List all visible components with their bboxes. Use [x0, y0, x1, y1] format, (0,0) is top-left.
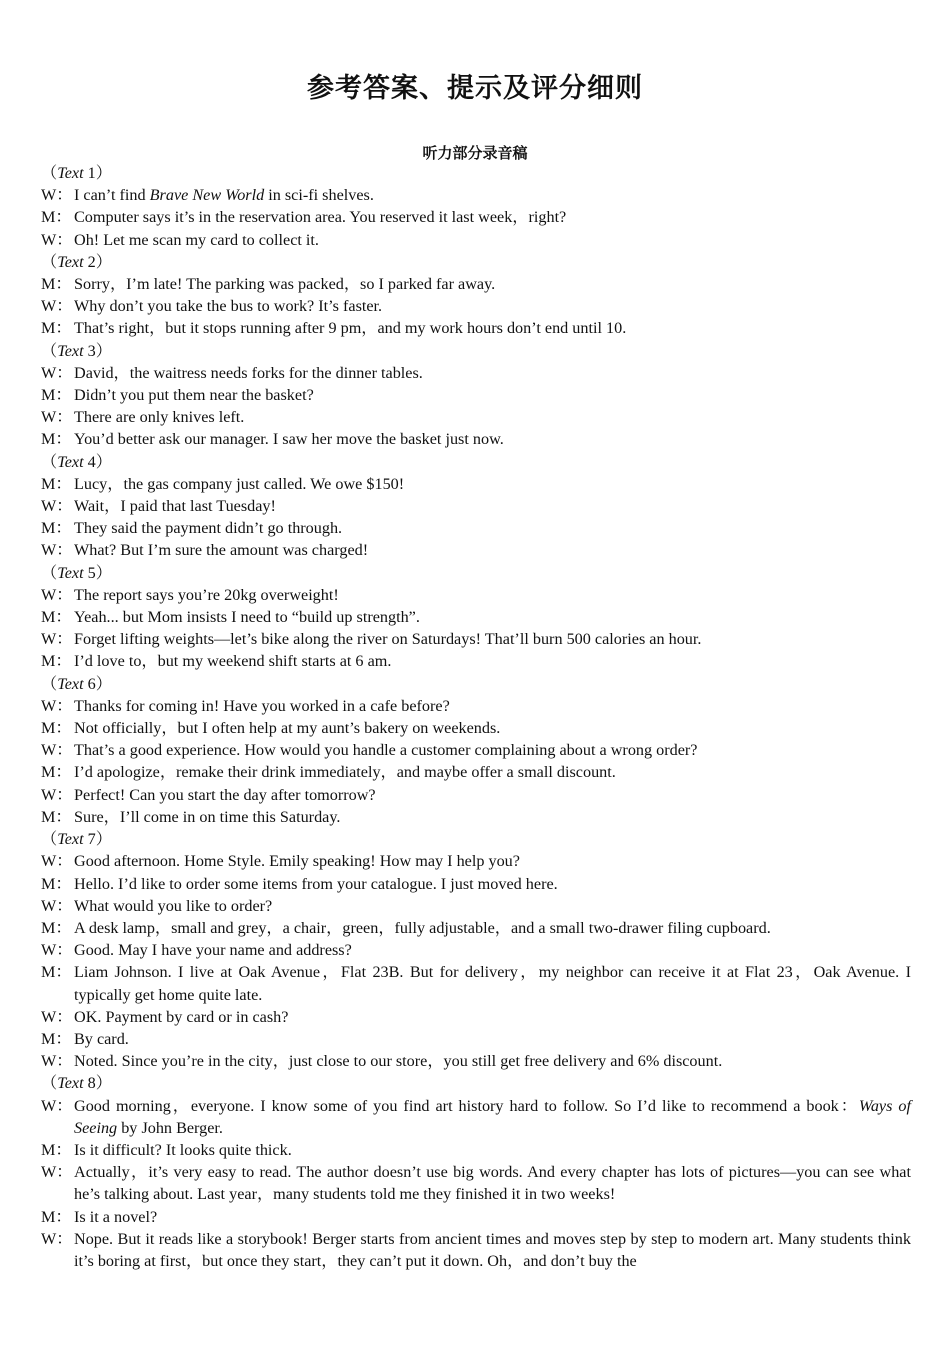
- dialogue-line: [41, 229, 911, 251]
- line-text: Didn’t you put them near the basket?: [74, 386, 314, 405]
- dialogue-line: [41, 273, 911, 295]
- line-text: The report says you’re 20kg overweight!: [74, 585, 339, 604]
- dialogue-line: [41, 184, 911, 206]
- book-title: Brave New World: [149, 186, 265, 205]
- line-text: Lucy，the gas company just called. We owe $150!: [74, 474, 405, 493]
- line-text: Is it a novel?: [74, 1207, 158, 1226]
- speaker-label: W：: [41, 186, 73, 205]
- line-text: by John Berger.: [117, 1118, 223, 1137]
- speaker-label: M：: [41, 519, 72, 538]
- speaker-label: W：: [41, 408, 73, 427]
- speaker-label: M：: [41, 386, 72, 405]
- text-number: 7: [87, 830, 96, 849]
- line-text: in sci-fi shelves.: [264, 186, 374, 205]
- dialogue-line: [41, 206, 911, 228]
- text-number: 2: [87, 252, 96, 271]
- line-text: Oh! Let me scan my card to collect it.: [74, 230, 319, 249]
- text-label: Text: [57, 252, 84, 271]
- dialogue-line: [41, 517, 911, 539]
- dialogue-line: [41, 362, 911, 384]
- speaker-label: M：: [41, 1140, 72, 1159]
- dialogue-line: [41, 850, 911, 872]
- speaker-label: M：: [41, 763, 72, 782]
- line-text: That’s a good experience. How would you handle a customer complaining about a wrong order?: [74, 741, 698, 760]
- text-label: Text: [57, 1074, 84, 1093]
- speaker-label: M：: [41, 874, 72, 893]
- dialogue-line: [41, 1228, 911, 1272]
- line-text: They said the payment didn’t go through.: [74, 519, 343, 538]
- speaker-label: M：: [41, 275, 72, 294]
- speaker-label: W：: [41, 630, 73, 649]
- text-label: Text: [57, 452, 84, 471]
- speaker-label: W：: [41, 785, 73, 804]
- dialogue-line: [41, 428, 911, 450]
- speaker-label: W：: [41, 896, 73, 915]
- dialogue-line: [41, 539, 911, 561]
- line-text: I’d apologize，remake their drink immediately，and maybe offer a small discount.: [74, 763, 616, 782]
- speaker-label: W：: [41, 363, 73, 382]
- line-text: Good afternoon. Home Style. Emily speaking! How may I help you?: [74, 852, 520, 871]
- speaker-label: W：: [41, 1163, 73, 1182]
- speaker-label: W：: [41, 1229, 73, 1248]
- line-text: I’d love to，but my weekend shift starts at 6 am.: [74, 652, 392, 671]
- text-heading: （Text 8）: [41, 1074, 112, 1093]
- book-title: Ways of Seeing: [74, 1096, 911, 1137]
- dialogue-line: [41, 739, 911, 761]
- line-text: Sorry，I’m late! The parking was packed，so I parked far away.: [74, 275, 496, 294]
- speaker-label: M：: [41, 1207, 72, 1226]
- line-text: Computer says it’s in the reservation area. You reserved it last week，right?: [74, 208, 567, 227]
- section-title: 听力部分录音稿: [422, 144, 528, 162]
- line-text: Wait，I paid that last Tuesday!: [74, 497, 276, 516]
- speaker-label: W：: [41, 297, 73, 316]
- dialogue-line: [41, 695, 911, 717]
- speaker-label: W：: [41, 1096, 73, 1115]
- line-text: A desk lamp，small and grey，a chair，green，fully adjustable，and a small two-drawer filing cupboard.: [74, 918, 771, 937]
- speaker-label: W：: [41, 696, 73, 715]
- line-text: David，the waitress needs forks for the dinner tables.: [74, 363, 423, 382]
- text-number: 1: [87, 164, 96, 182]
- speaker-label: W：: [41, 1052, 73, 1071]
- dialogue-line: [41, 1139, 911, 1161]
- dialogue-line: [41, 295, 911, 317]
- line-text: Good morning，everyone. I know some of you find art history hard to follow. So I’d like to recommend a book：: [74, 1096, 859, 1115]
- speaker-label: M：: [41, 319, 72, 338]
- line-text: Yeah... but Mom insists I need to “build up strength”.: [74, 608, 420, 627]
- dialogue-line: [41, 761, 911, 783]
- line-text: Sure，I’ll come in on time this Saturday.: [74, 807, 341, 826]
- line-text: Perfect! Can you start the day after tomorrow?: [74, 785, 376, 804]
- text-label: Text: [57, 164, 84, 182]
- speaker-label: W：: [41, 541, 73, 560]
- page-title: 参考答案、提示及评分细则: [307, 73, 643, 104]
- line-text: You’d better ask our manager. I saw her move the basket just now.: [74, 430, 504, 449]
- dialogue-line: [41, 650, 911, 672]
- line-text: Not officially，but I often help at my aunt’s bakery on weekends.: [74, 719, 501, 738]
- line-text: Forget lifting weights—let’s bike along the river on Saturdays! That’ll burn 500 calories an hour.: [74, 630, 702, 649]
- speaker-label: M：: [41, 608, 72, 627]
- dialogue-line: [41, 495, 911, 517]
- dialogue-line: [41, 1006, 911, 1028]
- dialogue-line: [41, 717, 911, 739]
- speaker-label: W：: [41, 230, 73, 249]
- line-text: What would you like to order?: [74, 896, 273, 915]
- text-heading: （Text 4）: [41, 452, 112, 471]
- dialogue-line: [41, 317, 911, 339]
- line-text: Good. May I have your name and address?: [74, 941, 352, 960]
- text-heading: （Text 5）: [41, 563, 112, 582]
- dialogue-line: [41, 784, 911, 806]
- line-text: Actually，it’s very easy to read. The author doesn’t use big words. And every chapter has lots of pictures—you can see what he’s talking about. Last year，many students told me they finished it in two weeks!: [74, 1163, 911, 1204]
- speaker-label: M：: [41, 652, 72, 671]
- speaker-label: M：: [41, 807, 72, 826]
- dialogue-line: [41, 961, 911, 1005]
- line-text: That’s right，but it stops running after 9 pm，and my work hours don’t end until 10.: [74, 319, 627, 338]
- dialogue-line: [41, 1095, 911, 1139]
- speaker-label: W：: [41, 1007, 73, 1026]
- line-text: Hello. I’d like to order some items from your catalogue. I just moved here.: [74, 874, 558, 893]
- line-text: By card.: [74, 1029, 129, 1048]
- dialogue-line: [41, 1206, 911, 1228]
- speaker-label: M：: [41, 963, 72, 982]
- line-text: Why don’t you take the bus to work? It’s faster.: [74, 297, 383, 316]
- text-heading: （Text 3）: [41, 341, 112, 360]
- dialogue-line: [41, 384, 911, 406]
- line-text: Nope. But it reads like a storybook! Berger starts from ancient times and moves step by step to modern art. Many students think it’s boring at first，but once they start，they can’t put it down. Oh，and don’t buy the: [74, 1229, 911, 1270]
- line-text: Thanks for coming in! Have you worked in a cafe before?: [74, 696, 450, 715]
- speaker-label: M：: [41, 208, 72, 227]
- dialogue-line: [41, 873, 911, 895]
- dialogue-line: [41, 1028, 911, 1050]
- text-number: 4: [87, 452, 96, 471]
- line-text: There are only knives left.: [74, 408, 245, 427]
- dialogue-line: [41, 806, 911, 828]
- text-label: Text: [57, 341, 84, 360]
- line-text: Liam Johnson. I live at Oak Avenue，Flat 23B. But for delivery，my neighbor can receive it at Flat 23，Oak Avenue. I typically get home quite late.: [74, 963, 911, 1004]
- speaker-label: M：: [41, 719, 72, 738]
- speaker-label: M：: [41, 918, 72, 937]
- line-text: OK. Payment by card or in cash?: [74, 1007, 289, 1026]
- dialogue-line: [41, 606, 911, 628]
- dialogue-line: [41, 406, 911, 428]
- text-label: Text: [57, 563, 84, 582]
- line-text: I can’t find: [74, 186, 150, 205]
- dialogue-line: [41, 584, 911, 606]
- text-heading: （Text 1）: [41, 164, 112, 182]
- text-number: 8: [87, 1074, 96, 1093]
- line-text: What? But I’m sure the amount was charged!: [74, 541, 369, 560]
- dialogue-line: [41, 917, 911, 939]
- speaker-label: M：: [41, 430, 72, 449]
- speaker-label: M：: [41, 1029, 72, 1048]
- speaker-label: M：: [41, 474, 72, 493]
- dialogue-line: [41, 895, 911, 917]
- text-label: Text: [57, 830, 84, 849]
- text-heading: （Text 6）: [41, 674, 112, 693]
- text-number: 3: [87, 341, 96, 360]
- text-heading: （Text 2）: [41, 252, 112, 271]
- dialogue-line: [41, 1161, 911, 1205]
- speaker-label: W：: [41, 741, 73, 760]
- line-text: Noted. Since you’re in the city，just close to our store，you still get free delivery and 6% discount.: [74, 1052, 723, 1071]
- dialogue-line: [41, 473, 911, 495]
- dialogue-line: [41, 628, 911, 650]
- text-number: 6: [87, 674, 96, 693]
- speaker-label: W：: [41, 852, 73, 871]
- dialogue-line: [41, 939, 911, 961]
- speaker-label: W：: [41, 497, 73, 516]
- line-text: Is it difficult? It looks quite thick.: [74, 1140, 292, 1159]
- text-heading: （Text 7）: [41, 830, 112, 849]
- dialogue-line: [41, 1050, 911, 1072]
- listening-transcript: [41, 162, 911, 1272]
- text-label: Text: [57, 674, 84, 693]
- text-number: 5: [87, 563, 96, 582]
- speaker-label: W：: [41, 585, 73, 604]
- speaker-label: W：: [41, 941, 73, 960]
